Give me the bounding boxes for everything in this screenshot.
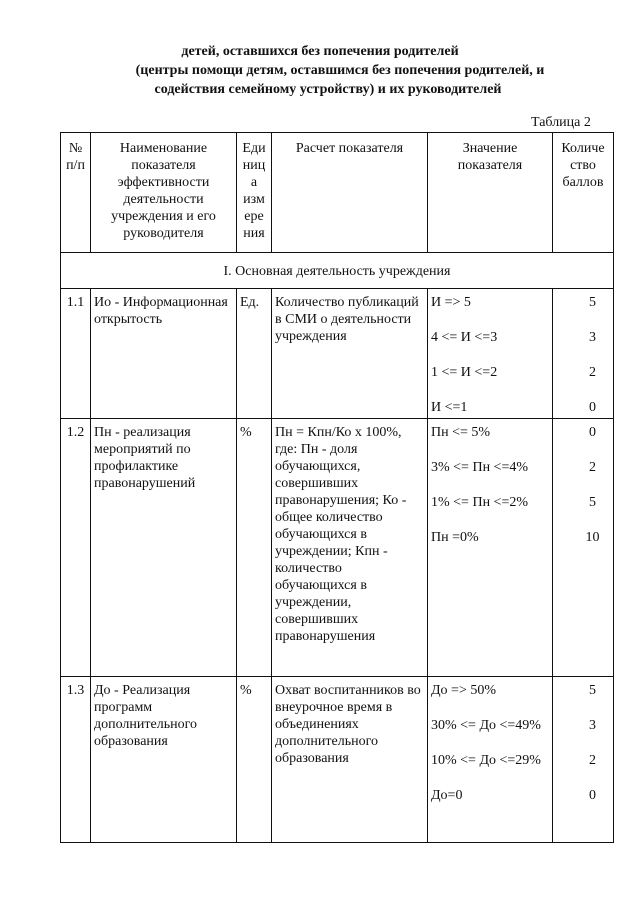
value-line: До => 50%: [431, 683, 497, 698]
value-line: И => 5: [431, 295, 471, 310]
header-name: Наименование показателя эффективности деятельности учреждения и его руководителя: [91, 133, 237, 253]
value-line: И <=1: [431, 400, 468, 415]
row-name: До - Реализация программ дополнительного образования: [91, 677, 237, 843]
heading-line-3: содействия семейному устройству) и их руководителей: [154, 82, 502, 97]
row-unit: %: [237, 419, 272, 677]
heading-line-2: (центры помощи детям, оставшимся без попечения родителей, и: [135, 63, 545, 78]
row-calc: Количество публикаций в СМИ о деятельности учреждения: [272, 289, 428, 419]
row-values: [428, 677, 553, 843]
header-points: Количе ство баллов: [553, 133, 614, 253]
row-name: Пн - реализация мероприятий по профилактике правонарушений: [91, 419, 237, 677]
row-unit: Ед.: [237, 289, 272, 419]
points-value: 3: [589, 718, 596, 733]
points-value: 0: [589, 425, 596, 440]
points-value: 5: [589, 683, 596, 698]
value-line: До=0: [431, 788, 463, 803]
header-value: Значение показателя: [428, 133, 553, 253]
table-row: [61, 289, 614, 419]
points-value: 3: [589, 330, 596, 345]
row-calc: Охват воспитанников во внеурочное время в объединениях дополнительного образования: [272, 677, 428, 843]
points-value: 2: [589, 460, 596, 475]
row-points: [553, 289, 614, 419]
row-points: [553, 419, 614, 677]
header-unit: Еди ниц а изм ере ния: [237, 133, 272, 253]
points-value: 2: [589, 365, 596, 380]
header-calc: Расчет показателя: [272, 133, 428, 253]
header-num: № п/п: [61, 133, 91, 253]
table-label: Таблица 2: [531, 115, 591, 130]
row-name: Ио - Информационная открытость: [91, 289, 237, 419]
points-value: 2: [589, 753, 596, 768]
value-line: 30% <= До <=49%: [431, 718, 541, 733]
document-heading: [0, 42, 640, 99]
row-values: [428, 419, 553, 677]
value-line: 1% <= Пн <=2%: [431, 495, 529, 510]
row-unit: %: [237, 677, 272, 843]
row-points: [553, 677, 614, 843]
value-line: 3% <= Пн <=4%: [431, 460, 529, 475]
table-header-row: [61, 133, 614, 253]
table-row: [61, 677, 614, 843]
row-num: 1.1: [61, 289, 91, 419]
section-row: [61, 253, 614, 289]
points-value: 0: [589, 400, 596, 415]
row-values: [428, 289, 553, 419]
indicators-table: [60, 132, 614, 843]
row-num: 1.2: [61, 419, 91, 677]
heading-line-1: детей, оставшихся без попечения родителей: [181, 44, 459, 59]
row-num: 1.3: [61, 677, 91, 843]
table-row: [61, 419, 614, 677]
value-line: Пн <= 5%: [431, 425, 491, 440]
value-line: 4 <= И <=3: [431, 330, 498, 345]
section-title: I. Основная деятельность учреждения: [61, 253, 614, 289]
points-value: 10: [585, 530, 600, 545]
value-line: Пн =0%: [431, 530, 479, 545]
row-calc: Пн = Кпн/Ко х 100%, где: Пн - доля обучающихся, совершивших правонарушения; Ко - общее количество обучающихся в учреждении; Кпн - количество обучающихся в учреждении, совершивших правонарушения: [272, 419, 428, 677]
value-line: 10% <= До <=29%: [431, 753, 541, 768]
points-value: 5: [589, 295, 596, 310]
points-value: 5: [589, 495, 596, 510]
points-value: 0: [589, 788, 596, 803]
value-line: 1 <= И <=2: [431, 365, 498, 380]
